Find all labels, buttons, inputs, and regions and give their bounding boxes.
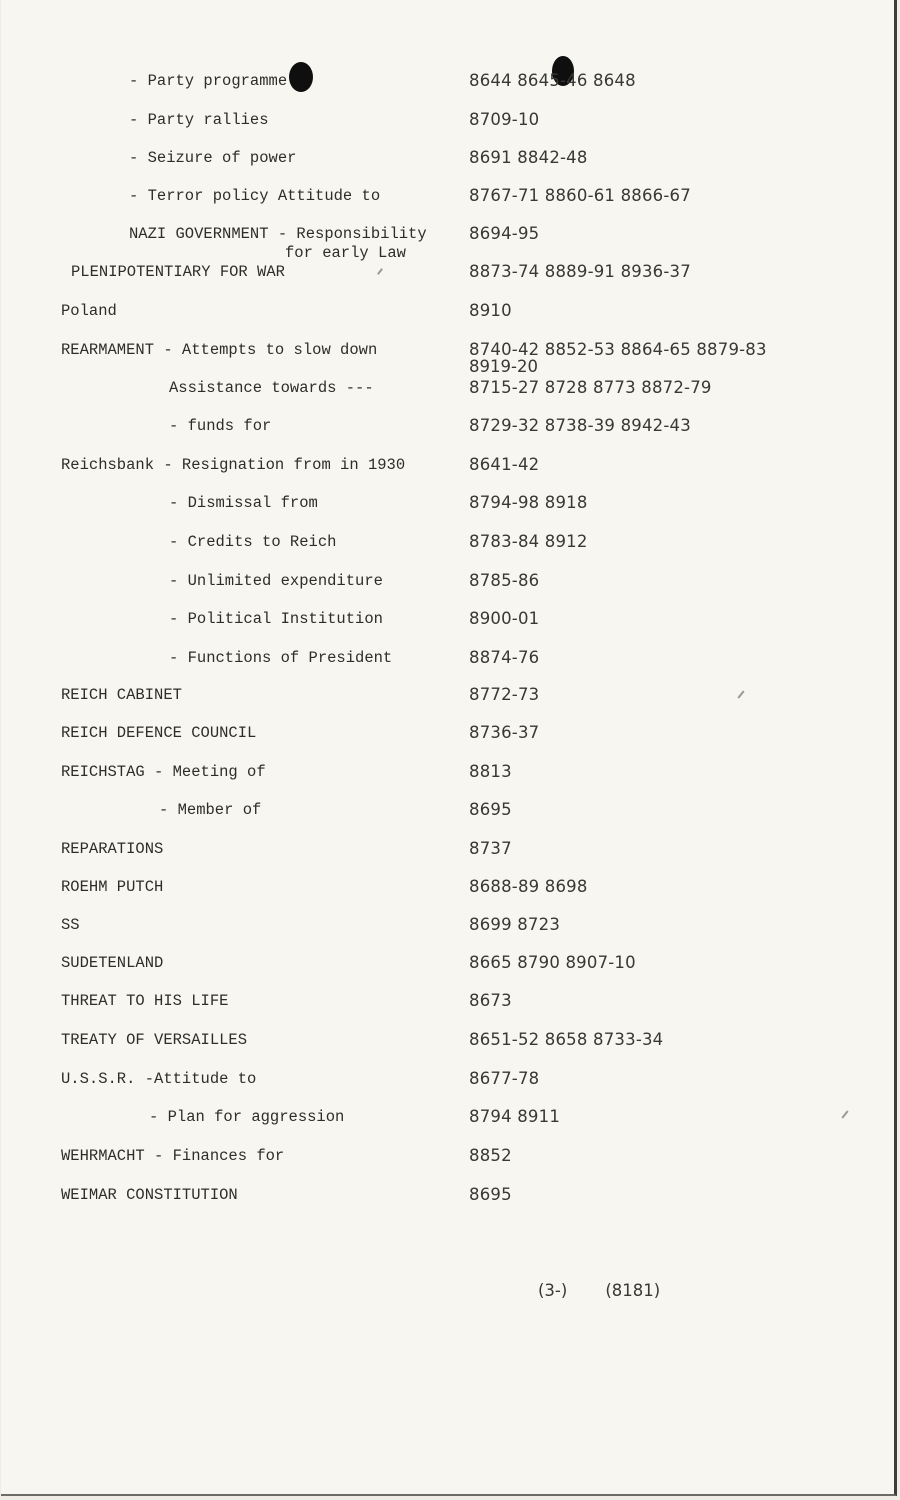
index-entry (1, 1031, 881, 1069)
entry-label: PLENIPOTENTIARY FOR WAR (71, 263, 285, 281)
entry-refs: 8740-42 8852-53 8864-65 8879-83 (469, 340, 767, 359)
entry-refs: 8699 8723 (469, 915, 561, 934)
index-entry (1, 1186, 881, 1224)
index-entry (1, 686, 881, 724)
entry-refs: 8677-78 (469, 1069, 540, 1088)
index-entry (1, 225, 881, 265)
index-entry (1, 72, 881, 110)
index-entry (1, 954, 881, 992)
entry-refs: 8794-98 8918 (469, 493, 588, 512)
entry-label: - Credits to Reich (169, 533, 337, 551)
entry-refs: 8736-37 (469, 723, 540, 742)
entry-label: - Party rallies (129, 111, 269, 129)
entry-label: - Member of (159, 801, 262, 819)
index-entry (1, 149, 881, 187)
index-entry (1, 1108, 881, 1146)
index-entry (1, 572, 881, 610)
entry-label: ROEHM PUTCH (61, 878, 164, 896)
entry-refs: 8813 (469, 762, 512, 781)
entry-refs: 8644 8645-46 8648 (469, 71, 636, 90)
entry-label: - Seizure of power (129, 149, 297, 167)
entry-refs: 8873-74 8889-91 8936-37 (469, 262, 691, 281)
entry-refs: 8651-52 8658 8733-34 (469, 1030, 664, 1049)
entry-label: REICH CABINET (61, 686, 182, 704)
entry-label: - Plan for aggression (149, 1108, 345, 1126)
index-entry (1, 533, 881, 571)
entry-label: - Functions of President (169, 649, 393, 667)
entry-label: - Party programme (129, 72, 288, 90)
index-entry (1, 263, 881, 301)
entry-refs: 8767-71 8860-61 8866-67 (469, 186, 691, 205)
entry-label: - Political Institution (169, 610, 383, 628)
entry-label: - Unlimited expenditure (169, 572, 383, 590)
entry-label: SS (61, 916, 80, 934)
document-page (1, 0, 897, 1496)
entry-refs: 8900-01 (469, 609, 540, 628)
entry-label: SUDETENLAND (61, 954, 164, 972)
entry-refs: 8874-76 (469, 648, 540, 667)
index-entry (1, 111, 881, 149)
entry-refs: 8852 (469, 1146, 512, 1165)
entry-label: WEHRMACHT - Finances for (61, 1147, 285, 1165)
entry-label: Reichsbank - Resignation from in 1930 (61, 456, 406, 474)
index-entry (1, 187, 881, 225)
entry-refs: 8688-89 8698 (469, 877, 588, 896)
entry-label: REICH DEFENCE COUNCIL (61, 724, 257, 742)
entry-refs: 8783-84 8912 (469, 532, 588, 551)
entry-refs: 8772-73 (469, 685, 540, 704)
entry-label: THREAT TO HIS LIFE (61, 992, 229, 1010)
entry-refs: 8695 (469, 1185, 512, 1204)
index-entry (1, 649, 881, 687)
entry-refs: 8785-86 (469, 571, 540, 590)
entry-label: REARMAMENT - Attempts to slow down (61, 341, 378, 359)
entry-label: NAZI GOVERNMENT - Responsibility (129, 225, 427, 243)
entry-refs: 8715-27 8728 8773 8872-79 (469, 378, 712, 397)
entry-label: WEIMAR CONSTITUTION (61, 1186, 238, 1204)
index-entry (1, 456, 881, 494)
entry-label: TREATY OF VERSAILLES (61, 1031, 248, 1049)
entry-label: REICHSTAG - Meeting of (61, 763, 266, 781)
entry-label: Assistance towards --- (169, 379, 374, 397)
index-entry (1, 801, 881, 839)
index-entry (1, 494, 881, 532)
entry-refs: 8910 (469, 301, 512, 320)
index-entry (1, 341, 881, 381)
entry-refs-continued: 8919-20 (469, 357, 538, 376)
index-entry (1, 610, 881, 648)
entry-refs: 8641-42 (469, 455, 540, 474)
page-number: (8181) (605, 1281, 661, 1300)
section-number: (3-) (537, 1281, 568, 1300)
index-entry (1, 1070, 881, 1108)
entry-label: Poland (61, 302, 117, 320)
entry-label: - Dismissal from (169, 494, 318, 512)
entry-label: REPARATIONS (61, 840, 164, 858)
index-entry (1, 724, 881, 762)
entry-refs: 8691 8842-48 (469, 148, 588, 167)
entry-refs: 8673 (469, 991, 512, 1010)
entry-refs: 8709-10 (469, 110, 540, 129)
index-entry (1, 840, 881, 878)
index-entry (1, 1147, 881, 1185)
entry-refs: 8737 (469, 839, 512, 858)
entry-refs: 8665 8790 8907-10 (469, 953, 636, 972)
index-entry (1, 379, 881, 417)
entry-refs: 8794 8911 (469, 1107, 561, 1126)
entry-label: - Terror policy Attitude to (129, 187, 381, 205)
entry-refs: 8729-32 8738-39 8942-43 (469, 416, 691, 435)
entry-refs: 8694-95 (469, 224, 540, 243)
index-entry (1, 878, 881, 916)
entry-label: - funds for (169, 417, 272, 435)
entry-label: U.S.S.R. -Attitude to (61, 1070, 257, 1088)
index-entry (1, 302, 881, 340)
entry-refs: 8695 (469, 800, 512, 819)
index-entry (1, 916, 881, 954)
index-entry (1, 417, 881, 455)
index-entry (1, 992, 881, 1030)
entry-label-continued: for early Law (285, 244, 406, 262)
index-entry (1, 763, 881, 801)
page-footer (517, 1262, 660, 1319)
